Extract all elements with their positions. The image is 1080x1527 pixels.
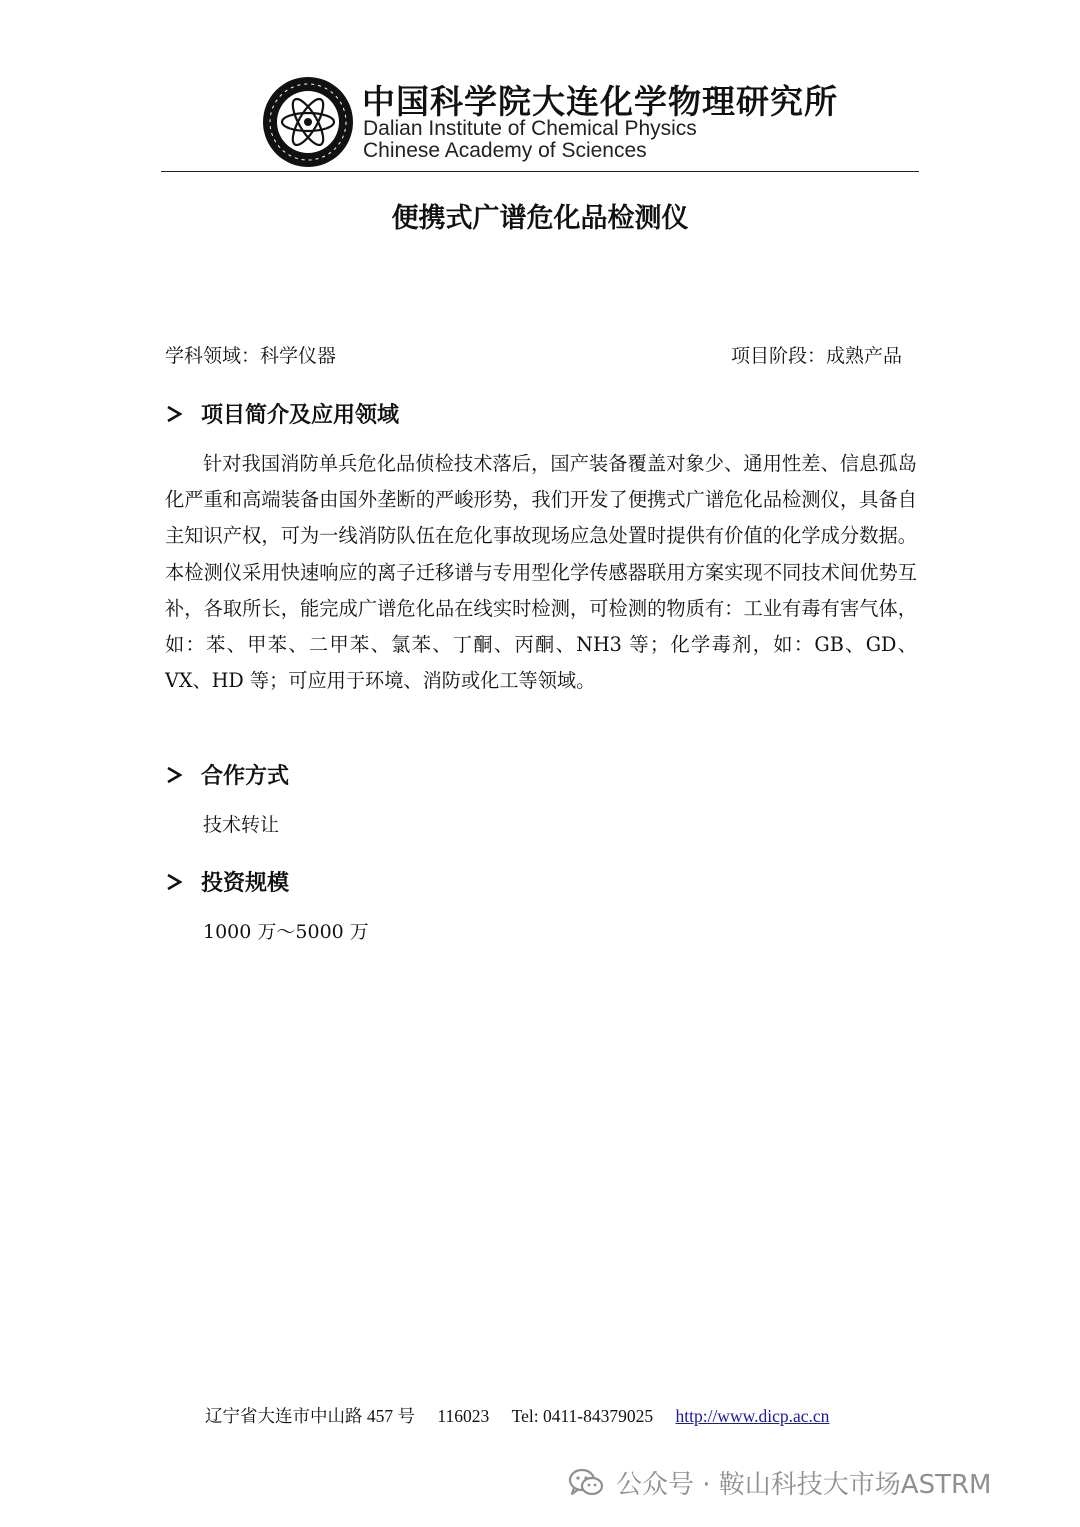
arrow-bullet-icon — [165, 873, 183, 891]
footer-address: 辽宁省大连市中山路 457 号 — [205, 1406, 415, 1426]
section-heading-label: 合作方式 — [201, 764, 290, 789]
arrow-bullet-icon — [165, 405, 183, 423]
institute-name-cn: 中国科学院大连化学物理研究所 — [362, 82, 838, 121]
section-heading-intro — [165, 398, 399, 429]
institute-name-en-line1: Dalian Institute of Chemical Physics — [363, 117, 697, 140]
wechat-icon — [568, 1468, 604, 1498]
section-heading-label: 项目简介及应用领域 — [201, 403, 400, 428]
section-heading-label: 投资规模 — [201, 871, 290, 896]
investment-text: 1000 万～5000 万 — [203, 921, 369, 943]
watermark-text: 公众号 · 鞍山科技大市场ASTRM — [616, 1470, 992, 1500]
watermark — [568, 1464, 991, 1501]
institute-name-en-line2: Chinese Academy of Sciences — [363, 139, 647, 162]
footer-website-link[interactable]: http://www.dicp.ac.cn — [675, 1406, 830, 1426]
document-title: 便携式广谱危化品检测仪 — [391, 203, 689, 234]
subject-field: 学科领域：科学仪器 — [165, 345, 337, 367]
section-heading-investment — [165, 866, 289, 897]
footer — [205, 1403, 829, 1428]
cooperation-text: 技术转让 — [203, 814, 280, 836]
footer-postcode: 116023 — [437, 1406, 490, 1426]
arrow-bullet-icon — [165, 766, 183, 784]
header-divider — [161, 171, 919, 172]
footer-tel: Tel: 0411-84379025 — [511, 1406, 654, 1426]
section-heading-cooperation — [165, 759, 289, 790]
intro-paragraph: 针对我国消防单兵危化品侦检技术落后，国产装备覆盖对象少、通用性差、信息孤岛化严重和高端装备由国外垄断的严峻形势，我们开发了便携式广谱危化品检测仪，具备自主知识产权，可为一线消防队伍在危化事故现场应急处置时提供有价值的化学成分数据。本检测仪采用快速响应的离子迁移谱与专用型化学传感器联用方案实现不同技术间优势互补，各取所长，能完成广谱危化品在线实时检测，可检测的物质有：工业有毒有害气体，如：苯、甲苯、二甲苯、氯苯、丁酮、丙酮、NH3 等；化学毒剂，如：GB、GD、VX、HD 等；可应用于环境、消防或化工等领域。 — [165, 452, 917, 693]
project-stage: 项目阶段：成熟产品 — [730, 345, 902, 367]
dicp-seal-atom-icon — [262, 76, 354, 168]
